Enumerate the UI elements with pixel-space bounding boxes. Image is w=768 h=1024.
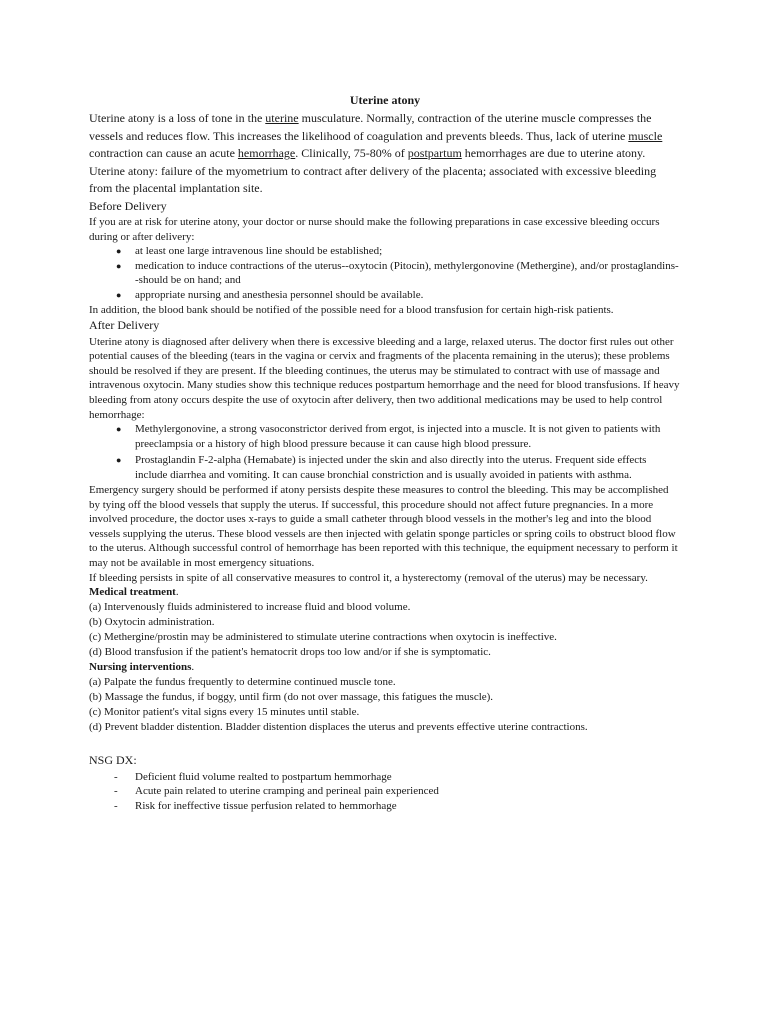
list-item-text: appropriate nursing and anesthesia personnel should be available. xyxy=(135,288,424,301)
medical-treatment-heading xyxy=(89,585,681,600)
list-item xyxy=(116,288,681,303)
heading-period: . xyxy=(175,586,179,599)
heading-text: Medical treatment xyxy=(89,586,176,599)
list-item-text: medication to induce contractions of the uterus--oxytocin (Pitocin), methylergonovine (Methergine), and/or prostaglandins--should be on hand; and xyxy=(135,259,679,287)
nsg-dx-list xyxy=(89,770,681,814)
list-item xyxy=(114,770,681,785)
medical-item: (c) Methergine/prostin may be administered to stimulate uterine contractions when oxytocin is ineffective. xyxy=(89,631,557,644)
spacer xyxy=(89,735,681,752)
list-item xyxy=(116,259,681,288)
list-item-text: Methylergonovine, a strong vasoconstrictor derived from ergot, is injected into a muscle. It is not given to patients with preeclampsia or a history of high blood pressure because it can cause high blood pressure. xyxy=(135,423,661,451)
list-item-text: Prostaglandin F-2-alpha (Hemabate) is injected under the skin and also directly into the uterus. Frequent side effects include diarrhea and vomiting. It can cause bronchial constriction and is usually avoided in patients with asthma. xyxy=(135,453,647,481)
document-page xyxy=(89,92,681,813)
intro-text: contraction can cause an acute xyxy=(89,146,238,160)
medical-item: (d) Blood transfusion if the patient's hematocrit drops too low and/or if she is symptomatic. xyxy=(89,646,491,659)
bullet-icon: ● xyxy=(116,454,122,465)
hysterectomy-paragraph: If bleeding persists in spite of all conservative measures to control it, a hysterectomy (removal of the uterus) may be necessary. xyxy=(89,571,648,584)
dash-icon: - xyxy=(114,770,118,783)
document-title: Uterine atony xyxy=(349,93,421,107)
link-postpartum[interactable]: postpartum xyxy=(407,146,462,160)
intro-paragraph xyxy=(89,110,681,163)
dash-icon: - xyxy=(114,785,118,798)
bullet-icon: ● xyxy=(116,246,122,257)
list-item xyxy=(114,784,681,799)
heading-text: Nursing interventions xyxy=(89,661,192,674)
medical-item: (b) Oxytocin administration. xyxy=(89,616,215,629)
after-delivery-list xyxy=(89,422,681,483)
after-delivery-heading: After Delivery xyxy=(89,318,160,333)
bullet-icon: ● xyxy=(116,289,122,300)
before-delivery-heading: Before Delivery xyxy=(89,198,167,213)
dash-icon: - xyxy=(114,799,118,812)
before-delivery-list xyxy=(89,244,681,302)
list-item-text: Acute pain related to uterine cramping and perineal pain experienced xyxy=(135,785,439,798)
before-delivery-text: If you are at risk for uterine atony, your doctor or nurse should make the following preparations in case excessive bleeding occurs during or after delivery: xyxy=(89,216,660,243)
link-uterine[interactable]: uterine xyxy=(265,111,299,125)
emergency-paragraph: Emergency surgery should be performed if atony persists despite these measures to control the bleeding. This may be accomplished by tying off the blood vessels that supply the uterus. If successful, this procedure should not affect future pregnancies. In a more involved procedure, the doctor uses x-rays to guide a small catheter through blood vessels in the mother's leg and into the blood vessels supplying the uterus. These blood vessels are then injected with gelatin sponge particles or spring coils to obstruct blood flow to the uterus. Although successful control of hemorrhage has been reported with this technique, the equipment necessary to perform it may not be available in most emergency situations. xyxy=(89,484,678,569)
link-muscle[interactable]: muscle xyxy=(628,128,663,143)
list-item xyxy=(114,799,681,814)
intro-text: hemorrhages are due to uterine atony. xyxy=(461,146,646,160)
list-item xyxy=(116,244,681,259)
list-item xyxy=(116,453,681,483)
link-hemorrhage[interactable]: hemorrhage xyxy=(237,146,296,160)
list-item-text: at least one large intravenous line should be established; xyxy=(135,245,383,258)
definition-paragraph: Uterine atony: failure of the myometrium to contract after delivery of the placenta; associated with excessive bleeding from the placental implantation site. xyxy=(89,163,657,195)
intro-text: musculature. Normally, contraction of the uterine muscle compresses the vessels and reduces flow. This increases the likelihood of coagulation and prevents bleeds. Thus, lack of uterine xyxy=(89,111,652,143)
nsg-dx-heading: NSG DX: xyxy=(89,753,137,768)
intro-text: Uterine atony is a loss of tone in the xyxy=(89,111,266,125)
medical-item: (a) Intervenously fluids administered to increase fluid and blood volume. xyxy=(89,601,411,614)
nursing-item: (a) Palpate the fundus frequently to determine continued muscle tone. xyxy=(89,676,396,689)
nursing-item: (c) Monitor patient's vital signs every 15 minutes until stable. xyxy=(89,706,360,719)
heading-period: . xyxy=(191,661,195,674)
list-item-text: Risk for ineffective tissue perfusion related to hemmorhage xyxy=(135,799,397,812)
blood-bank-paragraph: In addition, the blood bank should be notified of the possible need for a blood transfusion for certain high-risk patients. xyxy=(89,303,614,316)
after-delivery-text: Uterine atony is diagnosed after delivery when there is excessive bleeding and a large, relaxed uterus. The doctor first rules out other potential causes of the bleeding (tears in the vagina or cervix and fragments of the placenta remaining in the uterus); these problems should be resolved if they are present. If the bleeding continues, the uterus may be stimulated to contract with use of massage and intravenous oxytocin. Many studies show this technique reduces postpartum hemorrhage and the need for blood transfusions. If heavy bleeding from atony occurs despite the use of oxytocin after delivery, then two additional medications may be used to help control hemorrhage: xyxy=(89,335,680,421)
intro-text: . Clinically, 75-80% of xyxy=(295,146,408,160)
nursing-interventions-heading xyxy=(89,660,681,675)
nursing-item: (b) Massage the fundus, if boggy, until firm (do not over massage, this fatigues the muscle). xyxy=(89,691,494,704)
list-item-text: Deficient fluid volume realted to postpartum hemmorhage xyxy=(135,770,392,783)
bullet-icon: ● xyxy=(116,260,122,271)
bullet-icon: ● xyxy=(116,424,122,435)
list-item xyxy=(116,422,681,452)
nursing-item: (d) Prevent bladder distention. Bladder distention displaces the uterus and prevents effective uterine contractions. xyxy=(89,721,588,734)
